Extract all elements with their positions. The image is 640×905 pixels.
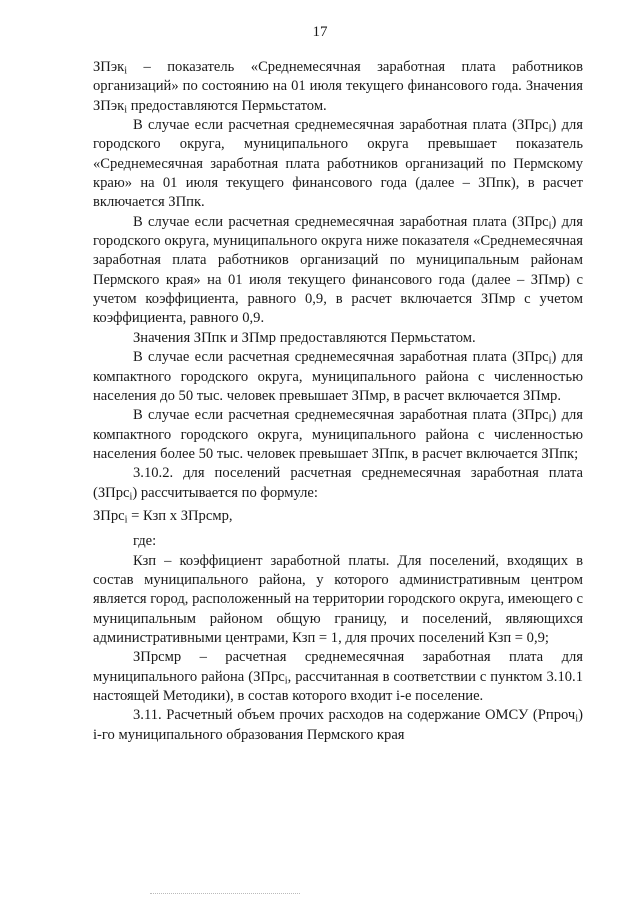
text-run: предоставляются Пермьстатом. — [127, 97, 327, 114]
paragraph-p6 — [93, 406, 583, 464]
subscript: i — [124, 104, 128, 116]
formula-legend-label — [93, 532, 583, 551]
subscript: i — [548, 123, 552, 135]
paragraph-p8 — [93, 552, 583, 649]
subscript: i — [124, 514, 128, 526]
text-run: ) рассчитывается по формуле: — [132, 484, 318, 501]
text-run: – показатель «Среднемесячная заработная плата работников организаций» по состоянию на 01 июля текущего финансового года. Значения ЗПэк — [93, 59, 583, 114]
subscript: i — [124, 65, 128, 77]
subscript: i — [284, 675, 288, 687]
text-run: В случае если расчетная среднемесячная заработная плата (ЗПрс — [133, 213, 549, 230]
text-run: ЗПрсмр – расчетная среднемесячная заработная плата для муниципального района (ЗПрс — [93, 649, 583, 685]
text-run: Значения ЗПпк и ЗПмр предоставляются Пермьстатом. — [133, 329, 476, 346]
paragraph-p4 — [93, 329, 583, 348]
text-run: В случае если расчетная среднемесячная заработная плата (ЗПрс — [133, 117, 549, 134]
paragraph-p7 — [93, 464, 583, 503]
paragraph-p1 — [93, 58, 583, 116]
text-run: ) для компактного городского округа, муниципального района с численностью населения более 50 тыс. человек превышает ЗПпк, в расчет включается ЗПпк; — [93, 407, 583, 462]
text-run: Кзп – коэффициент заработной платы. Для поселений, входящих в состав муниципального района, у которого административным центром является город, расположенный на территории городского округа, имеющего с муниципальным районом общую границу, и поселений, являющихся административными центрами, Кзп = 1, для прочих поселений Кзп = 0,9; — [93, 552, 583, 646]
text-run: ) для городского округа, муниципального округа ниже показателя «Среднемесячная заработная плата работников организаций по муниципальным районам Пермского края» на 01 июля текущего финансового года (далее – ЗПмр) с учетом коэффициента, равного 0,9, в расчет включается ЗПмр с учетом коэффициента, равного 0,9. — [93, 213, 583, 327]
page-number: 17 — [312, 24, 328, 40]
subscript: i — [575, 713, 579, 725]
text-run: 3.10.2. для поселений расчетная среднемесячная заработная плата (ЗПрс — [93, 465, 583, 501]
subscript: i — [548, 413, 552, 425]
text-run: ЗПэк — [93, 59, 125, 75]
text-run: где: — [133, 533, 157, 550]
subscript: i — [548, 355, 552, 367]
text-run: ) для городского округа, муниципального округа превышает показатель «Среднемесячная заработная плата работников организаций по Пермскому краю» на 01 июля текущего финансового года (далее – ЗПпк), в расчет включается ЗПпк. — [93, 117, 583, 211]
subscript: i — [129, 491, 133, 503]
scan-artifact-line — [150, 893, 300, 895]
text-run: В случае если расчетная среднемесячная заработная плата (ЗПрс — [133, 349, 549, 366]
paragraph-p2 — [93, 116, 583, 213]
text-run: В случае если расчетная среднемесячная заработная плата (ЗПрс — [133, 407, 549, 424]
text-run: 3.11. Расчетный объем прочих расходов на содержание ОМСУ (Рпроч — [133, 707, 576, 724]
text-run: ) для компактного городского округа, муниципального района с численностью населения до 50 тыс. человек превышает ЗПмр, в расчет включается ЗПмр. — [93, 349, 583, 404]
paragraph-p10 — [93, 706, 583, 745]
text-run: = Кзп х ЗПрсмр, — [127, 507, 233, 524]
paragraph-p5 — [93, 348, 583, 406]
formula — [93, 507, 583, 526]
paragraph-p9 — [93, 648, 583, 706]
paragraph-p3 — [93, 213, 583, 329]
text-run: ) i-го муниципального образования Пермского края — [93, 707, 583, 743]
text-run: , рассчитанная в соответствии с пунктом 3.10.1 настоящей Методики), в состав которого входит i-е поселение. — [93, 668, 583, 704]
text-run: ЗПрс — [93, 507, 125, 524]
subscript: i — [548, 220, 552, 232]
document-body — [93, 58, 583, 745]
